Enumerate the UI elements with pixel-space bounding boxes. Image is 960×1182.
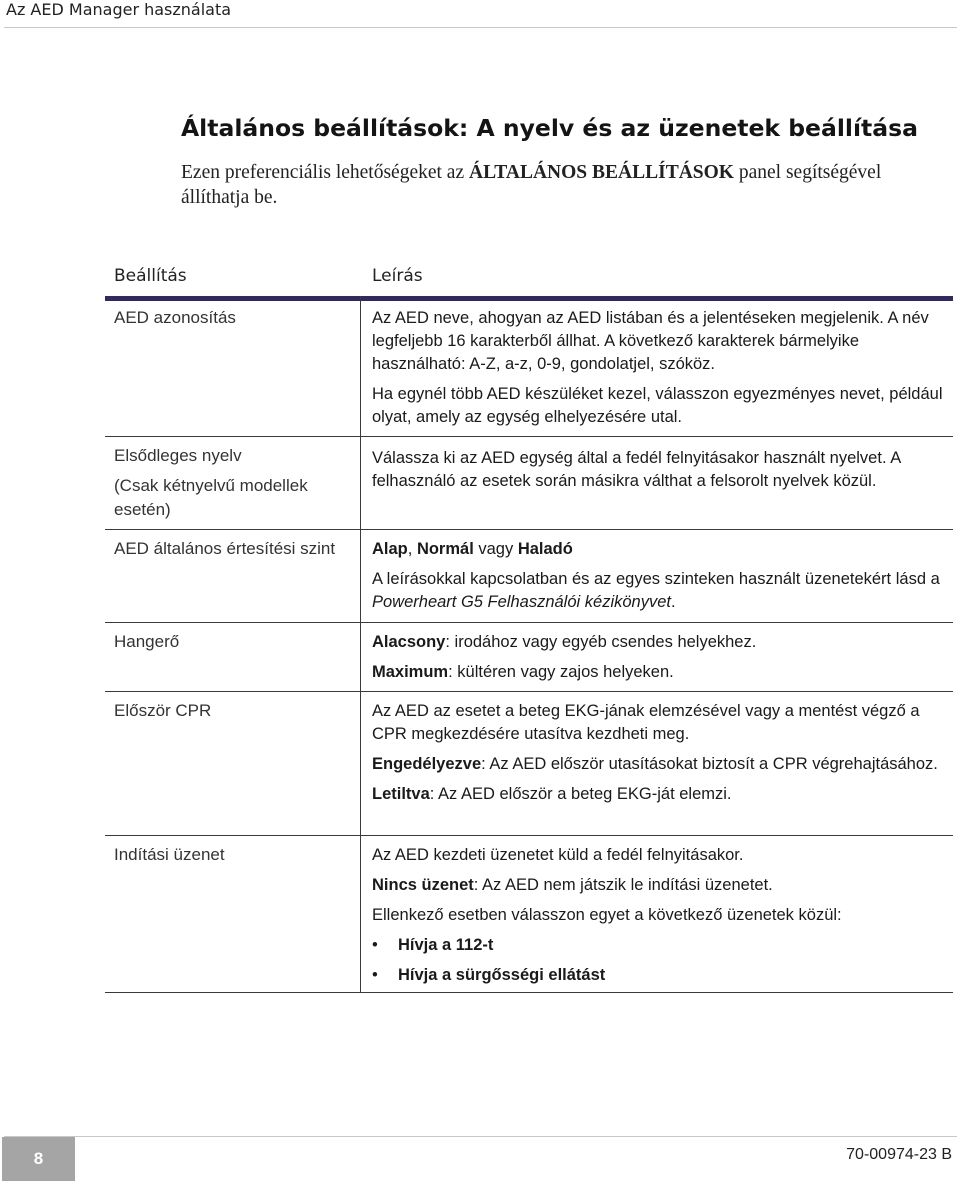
- header-rule: [4, 27, 957, 28]
- row-cpr-first-description: [372, 700, 952, 806]
- option-label: Letiltva: [372, 785, 430, 803]
- row-divider: [105, 529, 953, 530]
- description-text: Válassza ki az AED egység által a fedél felnyitásakor használt nyelvet. A felhasználó az esetek során másikra válthat a felsorolt nyelvek közül.: [372, 449, 901, 490]
- row-startup-description: [372, 844, 952, 987]
- text: A leírásokkal kapcsolatban és az egyes szinteken használt üzenetekért lásd a: [372, 570, 940, 588]
- setting-label: Indítási üzenet: [114, 845, 225, 864]
- manual-reference: Powerheart G5 Felhasználói kézikönyvet: [372, 593, 671, 611]
- panel-name: ÁLTALÁNOS BEÁLLÍTÁSOK: [469, 162, 734, 183]
- option-text: : Az AED először a beteg EKG-ját elemzi.: [429, 785, 732, 803]
- option-text: : kültéren vagy zajos helyeken.: [448, 663, 674, 681]
- cpr-enabled: [372, 753, 952, 776]
- description-text: [372, 568, 952, 614]
- row-divider: [105, 436, 953, 437]
- option-label: Alacsony: [372, 633, 446, 651]
- row-notification-setting: [114, 537, 354, 561]
- level-options: [372, 538, 952, 561]
- level-normal: Normál: [416, 540, 474, 558]
- option-label: Maximum: [372, 663, 449, 681]
- row-aed-id-description: [372, 307, 952, 429]
- page-number: 8: [2, 1137, 75, 1181]
- description-text: Az AED neve, ahogyan az AED listában és a jelentéseken megjelenik. A név legfeljebb 16 karakterből állhat. A következő karakterek bármelyike használható: A-Z, a-z, 0-9, gondolatjel, szóköz.: [372, 309, 929, 373]
- volume-low: [372, 631, 952, 654]
- bullet-item: [372, 934, 952, 957]
- row-divider: [105, 835, 953, 836]
- bullet-text: Hívja a sürgősségi ellátást: [398, 966, 606, 984]
- setting-label: Először CPR: [114, 701, 212, 720]
- intro-text-after: panel segítségével állíthatja be.: [181, 162, 882, 208]
- row-notification-description: [372, 538, 952, 614]
- running-head: Az AED Manager használata: [6, 0, 232, 19]
- option-label: Engedélyezve: [372, 755, 482, 773]
- option-text: : irodához vagy egyéb csendes helyekhez.: [445, 633, 757, 651]
- intro-paragraph: [181, 160, 941, 210]
- bullet-item: [372, 964, 952, 987]
- bullet-glyph: •: [372, 966, 378, 984]
- level-advanced: Haladó: [517, 540, 573, 558]
- separator: ,: [407, 540, 417, 558]
- intro-text-before: Ezen preferenciális lehetőségeket az: [181, 162, 469, 183]
- page-title: Általános beállítások: A nyelv és az üzenetek beállítása: [181, 114, 918, 142]
- row-divider: [105, 622, 953, 623]
- setting-note: (Csak kétnyelvű modellek esetén): [114, 476, 308, 519]
- bullet-text: Hívja a 112-t: [398, 936, 494, 954]
- document-code: 70-00974-23 B: [846, 1146, 952, 1163]
- setting-label: AED azonosítás: [114, 308, 236, 327]
- separator: vagy: [473, 540, 518, 558]
- row-startup-setting: [114, 843, 354, 867]
- description-text: Az AED kezdeti üzenetet küld a fedél felnyitásakor.: [372, 846, 744, 864]
- startup-none: [372, 874, 952, 897]
- cpr-disabled: [372, 783, 952, 806]
- description-text: Ellenkező esetben válasszon egyet a következő üzenetek közül:: [372, 906, 842, 924]
- header-description: Leírás: [372, 266, 423, 286]
- description-text: Ha egynél több AED készüléket kezel, válasszon egyezményes nevet, például olyat, amely az egység elhelyezésére utal.: [372, 385, 943, 426]
- description-text: Az AED az esetet a beteg EKG-jának elemzésével vagy a mentést végző a CPR megkezdésére utasítva kezdheti meg.: [372, 702, 920, 743]
- header-setting: Beállítás: [114, 266, 187, 286]
- row-divider: [105, 691, 953, 692]
- setting-label: AED általános értesítési szint: [114, 539, 336, 558]
- row-volume-setting: [114, 630, 354, 654]
- volume-max: [372, 661, 952, 684]
- footer-rule: [4, 1136, 957, 1137]
- table-header-rule: [105, 296, 953, 301]
- option-text: : Az AED nem játszik le indítási üzenetet.: [473, 876, 773, 894]
- row-volume-description: [372, 631, 952, 684]
- row-language-description: [372, 447, 952, 493]
- setting-label: Elsődleges nyelv: [114, 446, 242, 465]
- option-text: : Az AED először utasításokat biztosít a CPR végrehajtásához.: [481, 755, 938, 773]
- row-aed-id-setting: [114, 306, 354, 330]
- table-bottom-rule: [105, 992, 953, 993]
- row-language-setting: [114, 444, 354, 522]
- option-label: Nincs üzenet: [372, 876, 474, 894]
- text: .: [670, 593, 676, 611]
- row-cpr-first-setting: [114, 699, 354, 723]
- bullet-glyph: •: [372, 936, 378, 954]
- setting-label: Hangerő: [114, 632, 180, 651]
- table-column-divider: [360, 296, 361, 992]
- level-basic: Alap: [372, 540, 408, 558]
